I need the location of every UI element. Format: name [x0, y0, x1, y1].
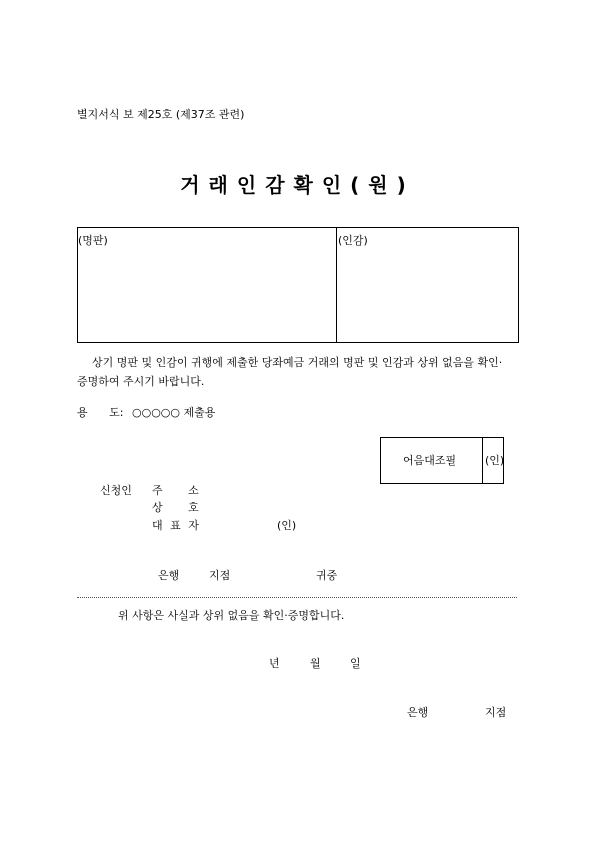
company-label: 상 호 — [152, 501, 199, 514]
addressee-bank: 은행 — [158, 569, 180, 582]
addressee-honorific: 귀중 — [316, 569, 338, 582]
purpose-label: 용 도: — [77, 406, 124, 419]
date-month: 월 — [310, 657, 321, 670]
separator-line — [77, 597, 517, 598]
applicant-label: 신청인 — [100, 484, 132, 497]
check-stamp-label: 어음대조필 — [403, 454, 457, 467]
nameplate-label: (명판) — [78, 234, 108, 247]
issuer-branch: 지점 — [485, 706, 507, 719]
date-year: 년 — [269, 657, 280, 670]
confirmation-text: 위 사항은 사실과 상위 없음을 확인·증명합니다. — [118, 609, 345, 622]
request-text-line1: 상기 명판 및 인감이 귀행에 제출한 당좌예금 거래의 명판 및 인감과 상위 없음을 확인· — [92, 356, 503, 369]
address-label: 주 소 — [152, 484, 199, 497]
request-text-line2: 증명하여 주시기 바랍니다. — [77, 375, 205, 388]
representative-label: 대 표 자 — [152, 519, 199, 532]
purpose-value: ○○○○○ 제출용 — [132, 406, 216, 419]
check-stamp-box — [380, 437, 504, 484]
document-title: 거래인감확인(원) — [180, 173, 415, 197]
date-day: 일 — [350, 657, 361, 670]
check-stamp-seal: (인) — [485, 454, 505, 467]
seal-table — [77, 227, 519, 343]
seal-label: (인감) — [338, 234, 368, 247]
form-number: 별지서식 보 제25호 (제37조 관련) — [77, 108, 245, 121]
stamp-divider — [482, 437, 483, 484]
representative-seal: (인) — [277, 519, 297, 532]
addressee-branch: 지점 — [209, 569, 231, 582]
table-divider — [336, 227, 337, 343]
issuer-bank: 은행 — [407, 706, 429, 719]
